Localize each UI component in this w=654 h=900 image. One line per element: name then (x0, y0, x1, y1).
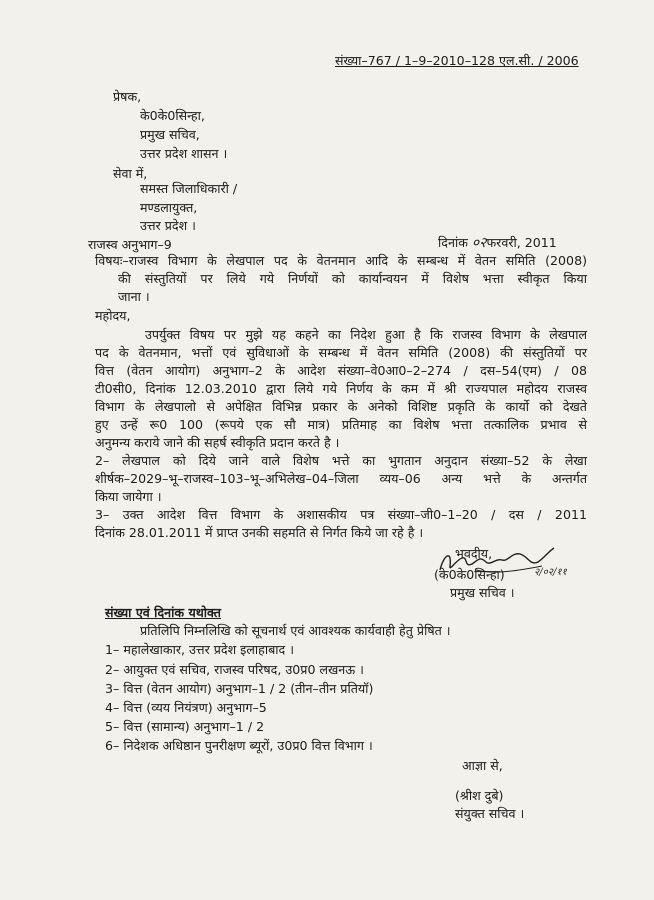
copy-list-item: 3– वित्त (वेतन आयोग) अनुभाग–1 / 2 (तीन–तीन प्रतियॉ) (105, 681, 374, 696)
sender-label: प्रेषक, (113, 89, 142, 104)
copy-header: संख्या एवं दिनांक यथोक्त (105, 605, 221, 620)
para1-line: टी0सी0, दिनांक 12.03.2010 द्वारा लिये गये निर्णय के कम में श्री राज्यपाल महोदय राजस्व (95, 381, 587, 396)
para1-line: वित्त (वेतन आयोग) अनुभाग–2 के आदेश संख्या–वे0आ0–2–274 / दस–54(एम) / 08 (95, 363, 587, 378)
subject-line-2: की संस्तुतियों पर लिये गये निर्णयों को कार्यान्वयन में विशेष भत्ता स्वीकृत किया (118, 271, 587, 286)
para3-line: 3– उक्त आदेश वित्त विभाग के अशासकीय पत्र संख्या–जी0–1–20 / दस / 2011 (95, 507, 587, 522)
copy-intro: प्रतिलिपि निम्नलिखि को सूचनार्थ एवं आवश्यक कार्यवाही हेतु प्रेषित । (140, 623, 451, 638)
copy-list-item: 5– वित्त (सामान्य) अनुभाग–1 / 2 (105, 719, 265, 734)
date-prefix: दिनांक (438, 235, 468, 250)
recipient-line3: उत्तर प्रदेश । (140, 218, 196, 233)
para2-line: 2– लेखपाल को दिये जाने वाले विशेष भत्ते का भुगतान अनुदान संख्या–52 के लेखा (95, 453, 587, 468)
copy-list-item: 2– आयुक्त एवं सचिव, राजस्व परिषद, उ0प्र0 लखनऊ । (105, 662, 364, 677)
copy-list-item: 6– निदेशक अधिष्ठान पुनरीक्षण ब्यूरों, उ0प्र0 वित्त विभाग । (105, 738, 373, 753)
order-name: (श्रीश दुबे) (455, 788, 504, 803)
salutation: महोदय, (95, 308, 131, 323)
copy-list-item: 1– महालेखाकार, उत्तर प्रदेश इलाहाबाद । (105, 642, 295, 657)
recipient-line2: मण्डलायुक्त, (140, 200, 198, 215)
para1-line: विभाग के लेखपालो से अपेक्षित विभिन्न प्रकार के अनेको विशिष्ट प्रकृति के कार्यो को देखते (95, 399, 587, 414)
sender-designation: प्रमुख सचिव, (140, 127, 200, 142)
recipient-label: सेवा में, (113, 166, 148, 181)
para1-line: पद के वेतनमान, भत्तों एवं सुविधाओं के सम्बन्ध में वेतन समिति (2008) की संस्तुतियों पर (95, 345, 587, 360)
sender-office: उत्तर प्रदेश शासन । (140, 146, 228, 161)
sender-name: के0के0सिन्हा, (140, 108, 205, 123)
copy-list-item: 4– वित्त (व्यय नियंत्रण) अनुभाग–5 (105, 700, 267, 715)
closing-designation: प्रमुख सचिव । (450, 585, 515, 600)
signature-date-note: २/०२/११ (534, 567, 567, 578)
section-name: राजस्व अनुभाग–9 (88, 237, 172, 252)
para1-line: उपर्युक्त विषय पर मुझे यह कहने का निदेश हुआ है कि राजस्व विभाग के लेखपाल (145, 327, 587, 342)
para3-line: दिनांक 28.01.2011 में प्राप्त उनकी सहमति से निर्गत किये जा रहे है । (95, 525, 424, 540)
para2-line: किया जायेगा । (95, 489, 162, 504)
para1-line: अनुमन्य कराये जाने की सहर्ष स्वीकृति प्रदान करते है । (95, 435, 340, 450)
reference-number: संख्या–767 / 1–9–2010–128 एल.सी. / 2006 (335, 53, 579, 68)
order-designation: संयुक्त सचिव । (455, 806, 525, 821)
letter-date (438, 234, 557, 252)
date-rest: फरवरी, 2011 (486, 235, 557, 250)
closing-name: (के0के0सिन्हा) (434, 567, 505, 582)
para2-line: शीर्षक–2029–भू–राजस्व–103–भू–अभिलेख–04–जिला व्यय–06 अन्य भत्ते के अन्तर्गत (95, 471, 587, 486)
recipient-line1: समस्त जिलाधिकारी / (140, 181, 238, 196)
subject-line-1: विषयः–राजस्व विभाग के लेखपाल पद के वेतनमान आदि के सम्बन्ध में वेतन समिति (2008) (95, 253, 587, 268)
para1-line: हुए उन्हें रू0 100 (रूपये एक सौ मात्र) प्रतिमाह का विशेष भत्ता तत्कालिक प्रभाव से (95, 417, 587, 432)
subject-line-3: जाना । (118, 289, 150, 304)
date-day-handwritten: ०२ (471, 235, 487, 251)
by-order: आज्ञा से, (462, 758, 503, 773)
closing-yours: भवदीय, (455, 546, 493, 561)
